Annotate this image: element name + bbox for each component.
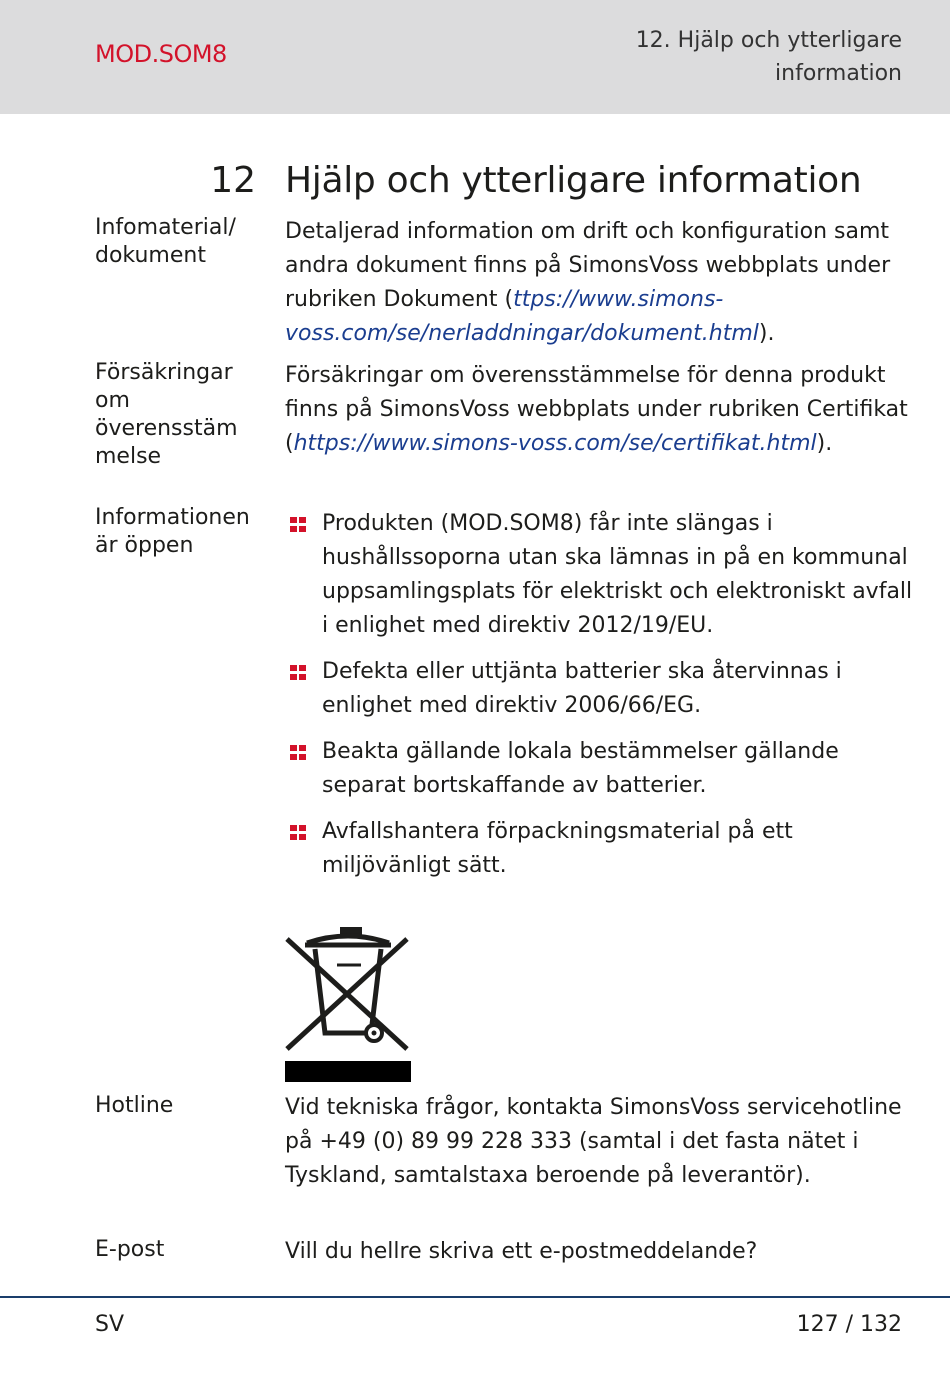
email-text: Vill du hellre skriva ett e-postmeddelande? (285, 1239, 758, 1264)
bullet-text: Produkten (MOD.SOM8) får inte slängas i hushållssoporna utan ska lämnas in på en kommunal uppsamlingsplats för elektriskt och elektroniskt avfall i enlighet med direktiv 2012/19/EU. (322, 511, 913, 638)
bullet-text: Beakta gällande lokala bestämmelser gällande separat bortskaffande av batterier. (322, 739, 839, 798)
insurance-label-line4: melse (95, 444, 162, 469)
insurance-label-line3: överensstäm (95, 416, 238, 441)
list-item (285, 507, 915, 643)
list-item (285, 735, 915, 803)
header-section-line2: information (775, 61, 902, 86)
hotline-text: Vid tekniska frågor, kontakta SimonsVoss servicehotline på +49 (0) 89 99 228 333 (samtal i det fasta nätet i Tyskland, samtalstaxa beroende på leverantör). (285, 1095, 902, 1188)
chapter-number: 12 (210, 160, 256, 201)
header-section-title (582, 24, 902, 90)
info-text (285, 215, 915, 351)
info-label-line1: Infomaterial/ (95, 215, 236, 240)
header-section-line1: 12. Hjälp och ytterligare (635, 28, 902, 53)
bullet-icon (290, 745, 306, 760)
bullet-icon (290, 517, 306, 532)
footer-language: SV (95, 1312, 125, 1337)
disposal-bullet-list (285, 507, 915, 895)
email-label: E-post (95, 1237, 165, 1262)
documents-link[interactable]: ttps://www.simons-voss.com/se/nerladdningar/dokument.html (285, 287, 759, 346)
open-info-label (95, 504, 270, 560)
insurance-text-before: Försäkringar om överensstämmelse för denna produkt finns på SimonsVoss webbplats under rubriken Certifikat ( (285, 363, 908, 456)
bullet-icon (290, 825, 306, 840)
chapter-title: Hjälp och ytterligare information (285, 160, 862, 201)
insurance-label-line2: om (95, 388, 130, 413)
insurance-label-line1: Försäkringar (95, 360, 233, 385)
info-label (95, 214, 270, 270)
page-number: 127 / 132 (796, 1312, 902, 1337)
product-brand: MOD.SOM8 (95, 40, 227, 68)
insurance-text (285, 359, 915, 461)
list-item (285, 815, 915, 883)
certificate-link[interactable]: https://www.simons-voss.com/se/certifikat.html (293, 431, 817, 456)
list-item (285, 655, 915, 723)
footer-divider (0, 1296, 950, 1298)
hotline-label: Hotline (95, 1093, 174, 1118)
crossed-out-wheelie-bin-icon (285, 925, 411, 1083)
insurance-text-after: ). (816, 431, 833, 456)
page-header (0, 0, 950, 114)
bullet-text: Defekta eller uttjänta batterier ska återvinnas i enlighet med direktiv 2006/66/EG. (322, 659, 842, 718)
open-info-label-line1: Informationen (95, 505, 250, 530)
insurance-label (95, 359, 270, 471)
bullet-text: Avfallshantera förpackningsmaterial på ett miljövänligt sätt. (322, 819, 793, 878)
info-text-after: ). (758, 321, 775, 346)
open-info-label-line2: är öppen (95, 533, 194, 558)
info-label-line2: dokument (95, 243, 206, 268)
info-text-before: Detaljerad information om drift och konfiguration samt andra dokument finns på SimonsVoss webbplats under rubriken Dokument ( (285, 219, 891, 312)
bullet-icon (290, 665, 306, 680)
